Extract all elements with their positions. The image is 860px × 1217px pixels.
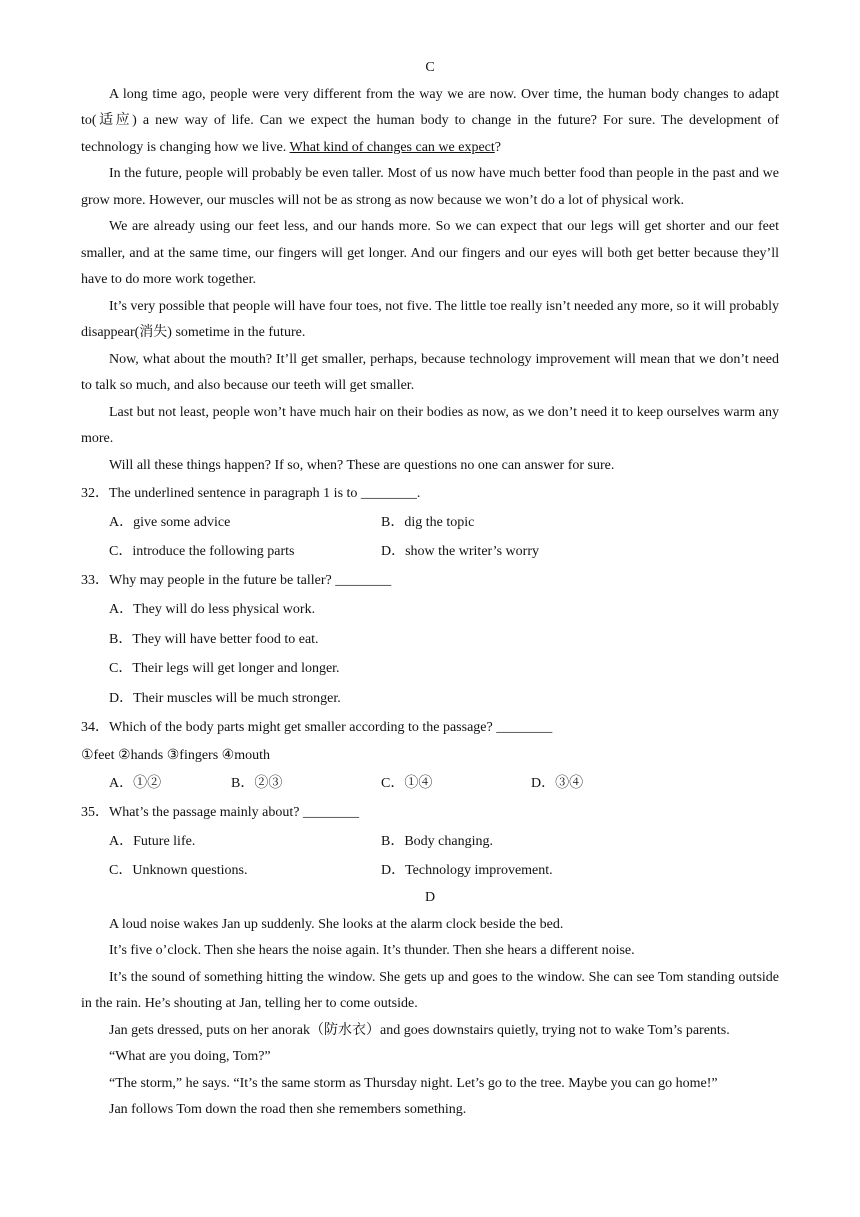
q35-option-d[interactable]: D．Technology improvement. (381, 863, 553, 878)
paragraph-1-end: ? (494, 139, 502, 155)
question-32-options (81, 508, 779, 566)
question-34-items: ①feet ②hands ③fingers ④mouth (81, 748, 270, 763)
question-33-stem: 33．Why may people in the future be taller? ________ (81, 573, 392, 588)
question-35-options (81, 827, 779, 885)
passage-c-paragraph-6: Last but not least, people won’t have much hair on their bodies as now, as we don’t need it to keep ourselves warm any more. (81, 404, 779, 446)
q33-option-d[interactable]: D．Their muscles will be much stronger. (109, 690, 341, 706)
question-35-stem: 35．What’s the passage mainly about? ________ (81, 805, 359, 820)
q32-option-a[interactable]: A．give some advice (109, 515, 231, 530)
q34-option-a[interactable]: A．①② (109, 776, 162, 791)
question-34-stem: 34．Which of the body parts might get smaller according to the passage? ________ (81, 720, 553, 735)
passage-c-paragraph-7: Will all these things happen? If so, when? These are questions no one can answer for sure. (109, 457, 615, 473)
document-page (81, 55, 779, 1124)
passage-d-paragraph-1: A loud noise wakes Jan up suddenly. She looks at the alarm clock beside the bed. (109, 916, 564, 932)
passage-d-paragraph-3: It’s the sound of something hitting the window. She gets up and goes to the window. She can see Tom standing outside in the rain. He’s shouting at Jan, telling her to come outside. (81, 969, 779, 1011)
passage-d-paragraph-7: Jan follows Tom down the road then she remembers something. (109, 1102, 467, 1117)
q34-option-d[interactable]: D．③④ (531, 776, 584, 791)
passage-c-paragraph-5: Now, what about the mouth? It’ll get smaller, perhaps, because technology improvement will mean that we don’t need to talk so much, and also because our teeth will get smaller. (81, 351, 779, 393)
passage-d-paragraph-4: Jan gets dressed, puts on her anorak（防水衣）and goes downstairs quietly, trying not to wake Tom’s parents. (109, 1022, 730, 1038)
passage-c-paragraph-2: In the future, people will probably be even taller. Most of us now have much better food than people in the past and we grow more. However, our muscles will not be as strong as now because we won’t do a lot of physical work. (81, 166, 779, 208)
passage-d-paragraph-5: “What are you doing, Tom?” (109, 1049, 271, 1064)
q33-option-c[interactable]: C．Their legs will get longer and longer. (109, 661, 340, 676)
q33-option-b[interactable]: B．They will have better food to eat. (109, 631, 319, 647)
q33-option-a[interactable]: A．They will do less physical work. (109, 602, 316, 617)
passage-c-paragraph-4: It’s very possible that people will have four toes, not five. The little toe really isn’t needed any more, so it will probably disappear(消失) sometime in the future. (81, 298, 779, 340)
passage-c-paragraph-1 (81, 82, 779, 162)
q32-option-d[interactable]: D．show the writer’s worry (381, 544, 539, 559)
underlined-sentence: What kind of changes can we expect (289, 139, 495, 155)
question-34-options (81, 769, 779, 798)
q34-option-b[interactable]: B．②③ (231, 776, 283, 791)
passage-c-paragraph-3: We are already using our feet less, and our hands more. So we can expect that our legs will get shorter and our feet smaller, and at the same time, our fingers will get longer. And our fingers and our eyes will both get better because they’ll have to do more work together. (81, 219, 779, 287)
question-33-options (81, 595, 779, 713)
q35-option-a[interactable]: A．Future life. (109, 834, 196, 849)
q35-option-b[interactable]: B．Body changing. (381, 834, 493, 849)
passage-d-paragraph-6: “The storm,” he says. “It’s the same storm as Thursday night. Let’s go to the tree. Maybe you can go home!” (109, 1075, 718, 1091)
section-d-heading: D (424, 890, 436, 905)
q32-option-b[interactable]: B．dig the topic (381, 515, 475, 530)
paragraph-1-text: A long time ago, people were very different from the way we are now. Over time, the human body changes to adapt to(适应) a new way of life. Can we expect the human body to change in the future? For sure. The development of technology is changing how we live. (81, 86, 779, 155)
q32-option-c[interactable]: C．introduce the following parts (109, 544, 295, 559)
question-32-stem: 32．The underlined sentence in paragraph 1 is to ________. (81, 486, 421, 501)
q34-option-c[interactable]: C．①④ (381, 776, 433, 791)
section-c-heading: C (425, 60, 435, 75)
passage-d-paragraph-2: It’s five o’clock. Then she hears the noise again. It’s thunder. Then she hears a different noise. (109, 943, 635, 958)
q35-option-c[interactable]: C．Unknown questions. (109, 863, 248, 878)
